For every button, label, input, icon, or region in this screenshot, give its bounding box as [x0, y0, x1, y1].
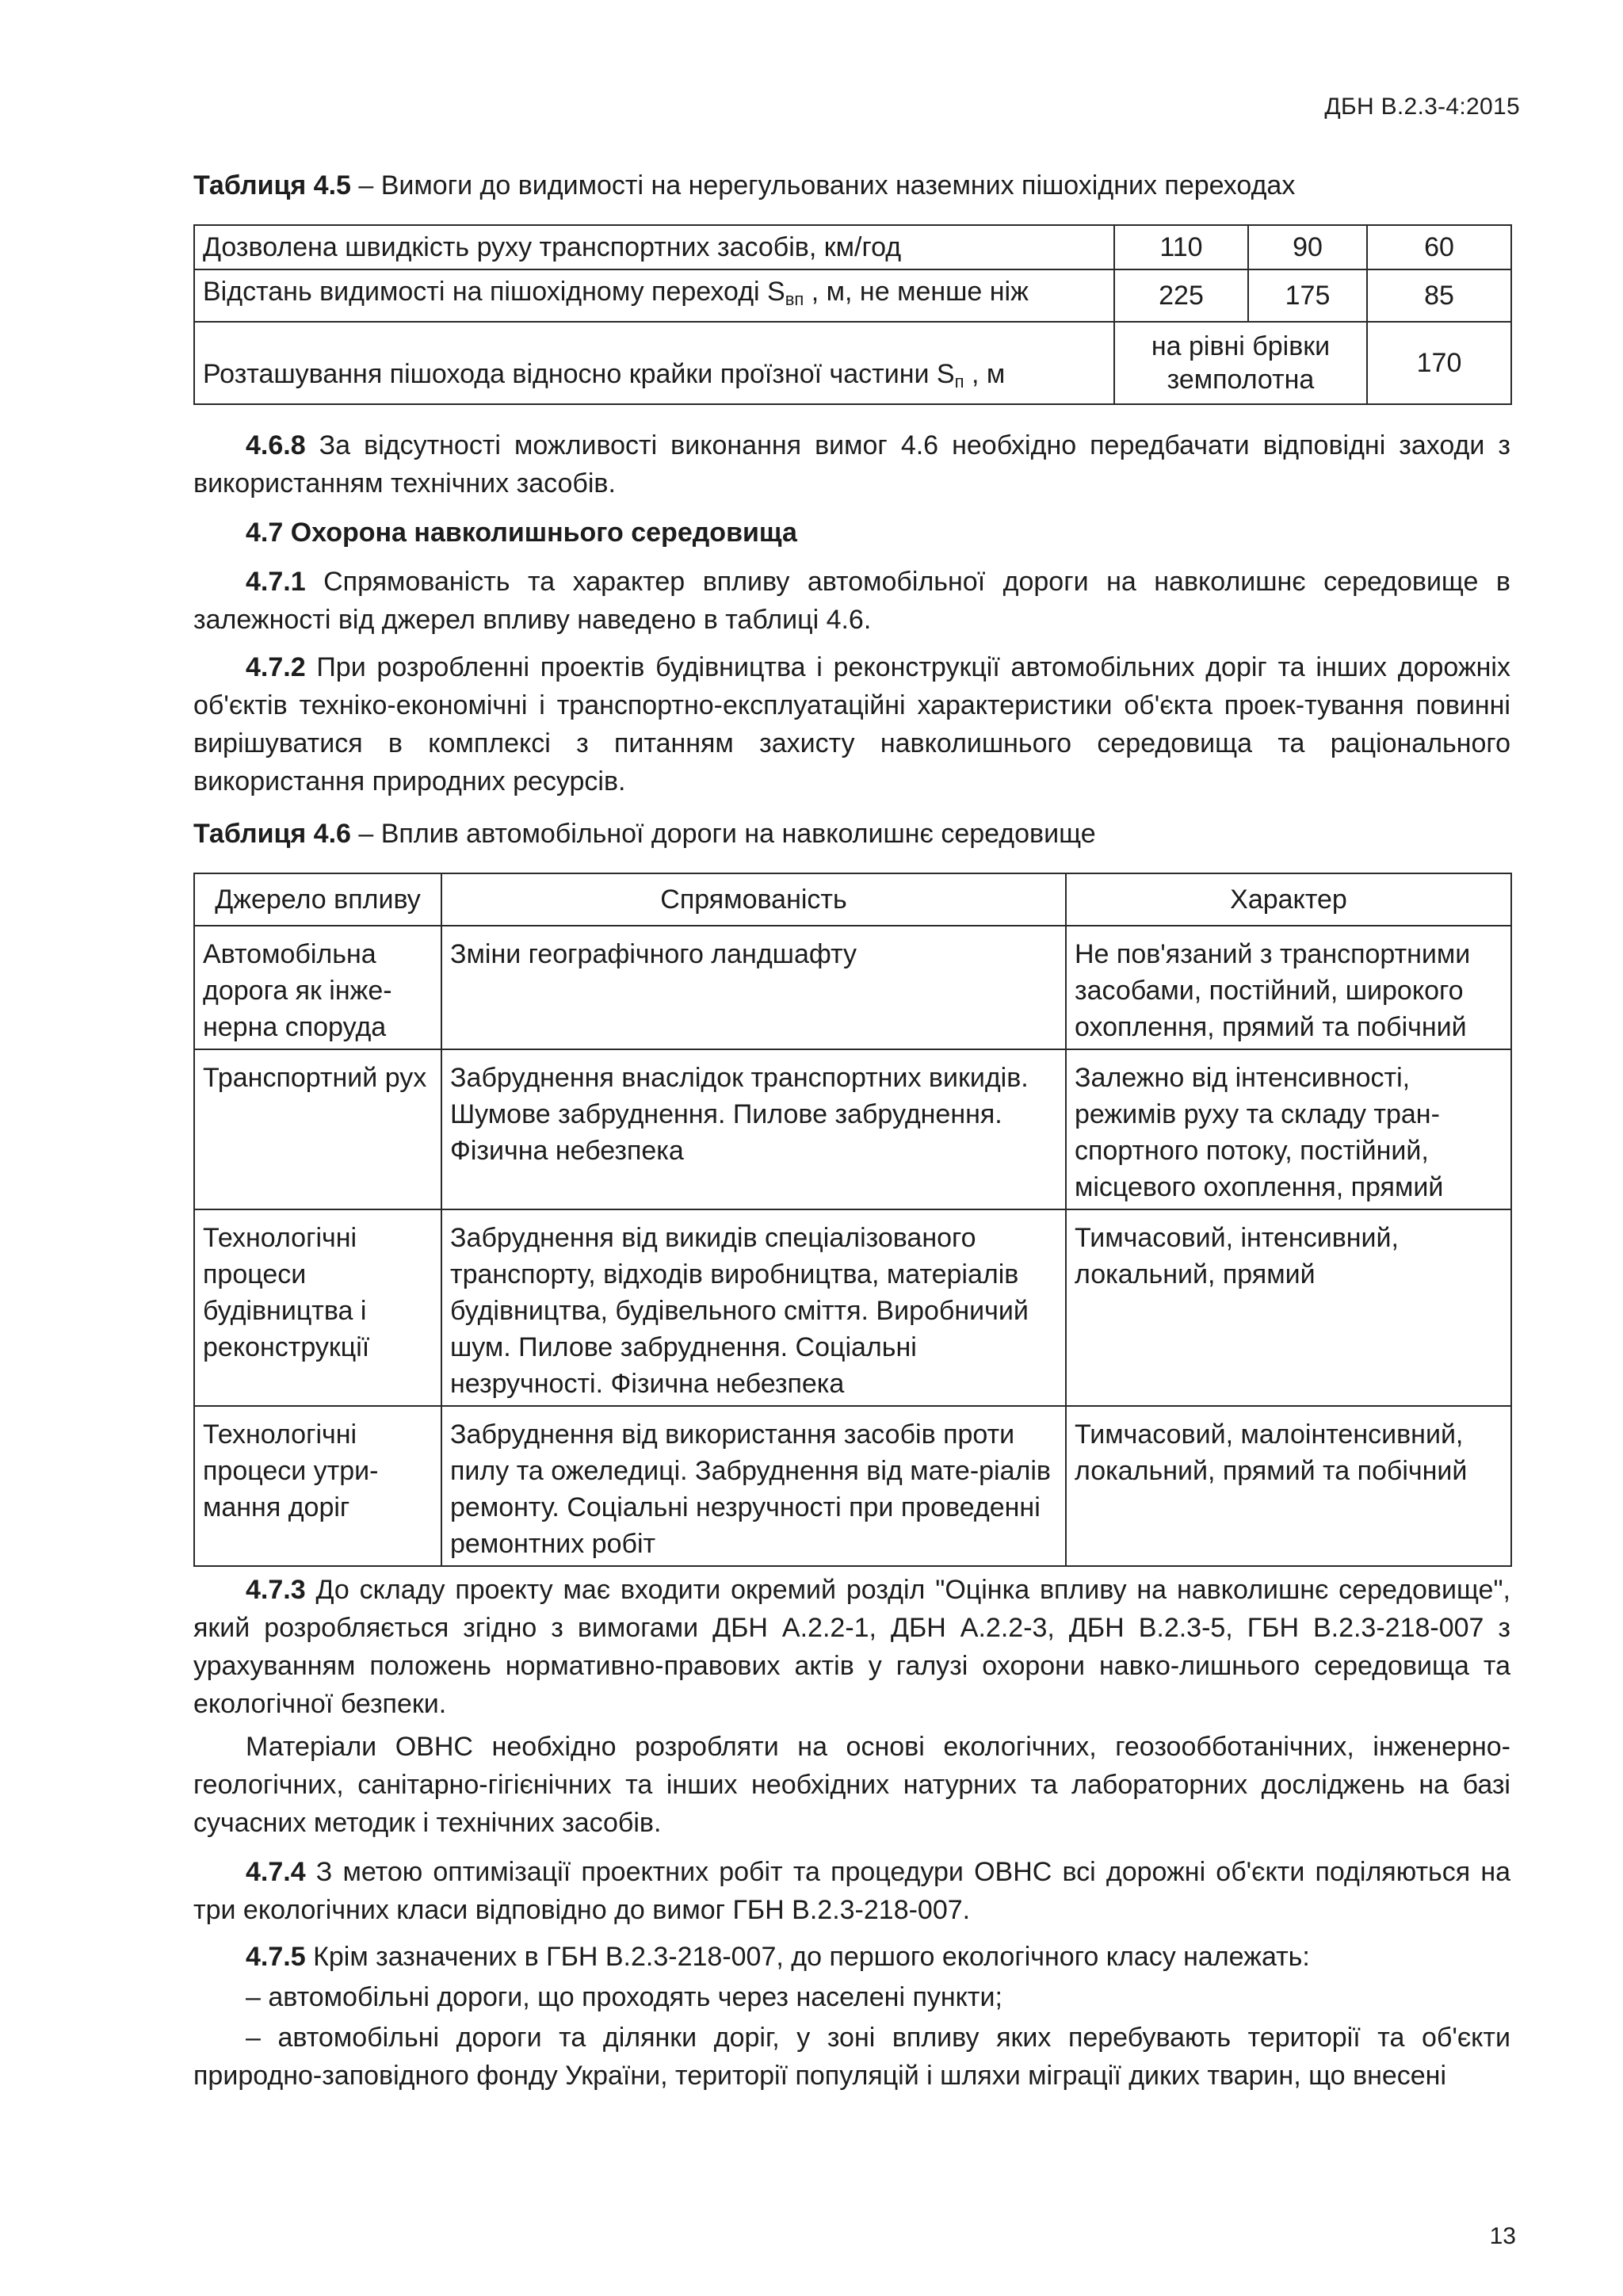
- table-cell: Тимчасовий, інтенсивний, локальний, прямий: [1066, 1209, 1511, 1406]
- subscript: вп: [785, 289, 804, 309]
- table-4-6-caption: [193, 816, 1510, 851]
- table-header-row: [194, 873, 1511, 926]
- paragraph-text: При розробленні проектів будівництва і реконструкції автомобільних доріг та інших дорожніх об'єктів техніко-економічні і транспортно-експлуатаційні характеристики об'єкта проек-тування повинні вирішуватися в комплексі з питанням захисту навколишнього середовища та раціонального використання природних ресурсів.: [193, 652, 1510, 797]
- table-cell: Технологічні процеси утри-мання доріг: [194, 1406, 441, 1566]
- table-4-5-caption-number: Таблиця 4.5: [193, 170, 351, 201]
- paragraph-text: Спрямованість та характер впливу автомобільної дороги на навколишнє середовище в залежності від джерел впливу наведено в таблиці 4.6.: [193, 567, 1510, 635]
- list-item-text: – автомобільні дороги, що проходять через населені пункти;: [246, 1982, 1002, 2012]
- table-cell: Автомобільна дорога як інже-нерна споруда: [194, 926, 441, 1049]
- paragraph-4-7-2: [193, 648, 1510, 800]
- table-row: [194, 1209, 1511, 1406]
- table-row: [194, 926, 1511, 1049]
- subscript: п: [954, 372, 964, 392]
- paragraph-text: До складу проекту має входити окремий розділ "Оцінка впливу на навколишнє середовище", який розробляється згідно з вимогами ДБН А.2.2-1, ДБН А.2.2-3, ДБН В.2.3-5, ГБН В.2.3-218-007 з урахуванням положень нормативно-правових актів у галузі охорони навко-лишнього середовища та екологічної безпеки.: [193, 1575, 1510, 1719]
- table-cell: на рівні брівки земполотна: [1114, 322, 1367, 404]
- table-4-6-caption-number: Таблиця 4.6: [193, 819, 351, 849]
- table-cell: Забруднення від використання засобів проти пилу та ожеледиці. Забруднення від мате-ріалів ремонту. Соціальні незручності при проведенні ремонтних робіт: [441, 1406, 1066, 1566]
- clause-number: 4.7.5: [246, 1942, 306, 1972]
- table-cell: 60: [1367, 225, 1511, 269]
- table-row: [194, 1406, 1511, 1566]
- table-4-6: [193, 873, 1510, 1567]
- table-cell: 175: [1248, 269, 1367, 322]
- table-row: [194, 225, 1511, 269]
- section-title: 4.7 Охорона навколишнього середовища: [246, 518, 797, 548]
- table-cell: [194, 269, 1114, 322]
- paragraph-4-7-1: [193, 563, 1510, 639]
- column-header: Спрямованість: [441, 873, 1066, 926]
- table-cell: Транспортний рух: [194, 1049, 441, 1209]
- table-cell: [194, 322, 1114, 404]
- table-4-5-caption-text: – Вимоги до видимості на нерегульованих наземних пішохідних переходах: [350, 170, 1296, 201]
- table-cell: 90: [1248, 225, 1367, 269]
- table-4-5-caption: [193, 168, 1510, 203]
- cell-text: Розташування пішохода відносно крайки проїзної частини S: [203, 359, 955, 389]
- table-cell: 170: [1367, 322, 1511, 404]
- column-header: Джерело впливу: [194, 873, 441, 926]
- table-cell: Забруднення від викидів спеціалізованого транспорту, відходів виробництва, матеріалів будівництва, будівельного сміття. Виробничий шум. Пилове забруднення. Соціальні незручності. Фізична небезпека: [441, 1209, 1066, 1406]
- table-cell: Технологічні процеси будівництва і реконструкції: [194, 1209, 441, 1406]
- paragraph-text: За відсутності можливості виконання вимог 4.6 необхідно передбачати відповідні заходи з використанням технічних засобів.: [193, 430, 1510, 499]
- cell-text: Відстань видимості на пішохідному переході S: [203, 277, 785, 307]
- paragraph-text: Крім зазначених в ГБН В.2.3-218-007, до першого екологічного класу належать:: [305, 1942, 1310, 1972]
- list-item: [193, 2019, 1510, 2095]
- page-number: 13: [1489, 2223, 1516, 2249]
- paragraph-4-6-8: [193, 426, 1510, 502]
- clause-number: 4.7.1: [246, 567, 306, 597]
- paragraph-text: З метою оптимізації проектних робіт та процедури ОВНС всі дорожні об'єкти поділяються на три екологічних класи відповідно до вимог ГБН В.2.3-218-007.: [193, 1857, 1510, 1925]
- clause-number: 4.7.2: [246, 652, 306, 682]
- table-4-6-caption-text: – Вплив автомобільної дороги на навколишнє середовище: [350, 819, 1096, 849]
- clause-number: 4.7.3: [246, 1575, 306, 1605]
- section-heading-4-7: [193, 514, 1510, 552]
- paragraph-4-7-4: [193, 1853, 1510, 1929]
- table-cell: 225: [1114, 269, 1248, 322]
- cell-text: , м: [964, 359, 1006, 389]
- clause-number: 4.7.4: [246, 1857, 306, 1887]
- table-row: [194, 322, 1511, 404]
- table-cell: Зміни географічного ландшафту: [441, 926, 1066, 1049]
- table-cell: 110: [1114, 225, 1248, 269]
- clause-number: 4.6.8: [246, 430, 306, 460]
- paragraph-4-7-5: [193, 1938, 1510, 1976]
- table-cell: Залежно від інтенсивності, режимів руху та складу тран-спортного потоку, постійний, місцевого охоплення, прямий: [1066, 1049, 1511, 1209]
- table-row: [194, 269, 1511, 322]
- table-cell: Дозволена швидкість руху транспортних засобів, км/год: [194, 225, 1114, 269]
- document-code: ДБН В.2.3-4:2015: [1324, 94, 1520, 120]
- column-header: Характер: [1066, 873, 1511, 926]
- cell-text: , м, не менше ніж: [804, 277, 1029, 307]
- paragraph-4-7-3: [193, 1571, 1510, 1723]
- paragraph-text: Матеріали ОВНС необхідно розробляти на основі екологічних, геозообботанічних, інженерно-геологічних, санітарно-гігієнічних та інших необхідних натурних та лабораторних досліджень на базі сучасних методик і технічних засобів.: [193, 1732, 1510, 1838]
- table-4-5: [193, 224, 1510, 405]
- table-cell: 85: [1367, 269, 1511, 322]
- table-row: [194, 1049, 1511, 1209]
- table-cell: Забруднення внаслідок транспортних викидів. Шумове забруднення. Пилове забруднення. Фізична небезпека: [441, 1049, 1066, 1209]
- paragraph-ovns-materials: [193, 1728, 1510, 1842]
- table-cell: Не пов'язаний з транспортними засобами, постійний, широкого охоплення, прямий та побічний: [1066, 926, 1511, 1049]
- list-item-text: – автомобільні дороги та ділянки доріг, у зоні впливу яких перебувають території та об'єкти природно-заповідного фонду України, території популяцій і шляхи міграції диких тварин, що внесені: [193, 2023, 1510, 2091]
- list-item: [193, 1978, 1510, 2016]
- table-cell: Тимчасовий, малоінтенсивний, локальний, прямий та побічний: [1066, 1406, 1511, 1566]
